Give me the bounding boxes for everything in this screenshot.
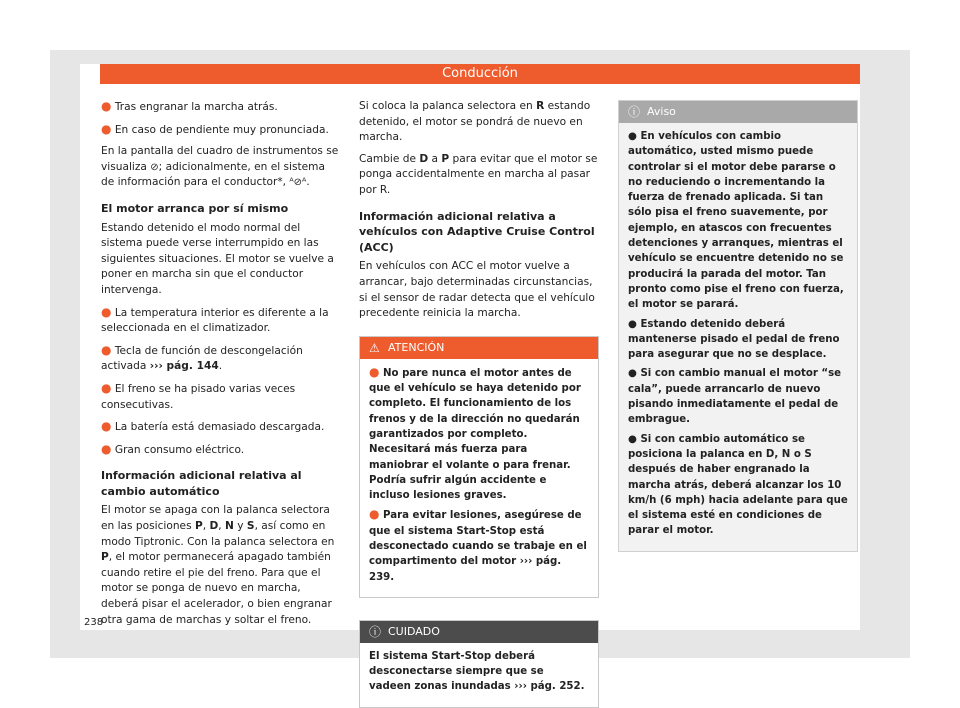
paragraph: El sistema Start-Stop deberá desconectarse siempre que se vadeen zonas inundadas ››› pág. 252.: [369, 650, 585, 693]
section-header: Conducción: [100, 64, 860, 84]
list-item: ● No pare nunca el motor antes de que el vehículo se haya detenido por completo. El funcionamiento de los frenos y de la dirección no quedarán garantizados por completo. Necesitará más fuerza para maniobrar el volante o para frenar. Podría sufrir algún accidente e incluso lesiones graves.: [369, 364, 581, 502]
list-item: ● La batería está demasiado descargada.: [101, 419, 325, 434]
page-reference-link[interactable]: ››› pág. 144: [149, 360, 219, 373]
column-right: [618, 100, 858, 552]
section-heading: Información adicional relativa al cambio automático: [101, 469, 302, 498]
attention-box: [359, 336, 599, 598]
bullet-icon: ●: [101, 121, 112, 136]
paragraph: En vehículos con ACC el motor vuelve a arrancar, bajo determinadas circunstancias, si el sensor de radar detecta que el vehículo precedente reinicia la marcha.: [359, 260, 595, 320]
start-stop-off-icon: ⊘: [150, 161, 159, 173]
notice-body: [619, 123, 857, 551]
column-middle: [359, 99, 599, 708]
caution-header: ⓘ CUIDADO: [360, 621, 598, 643]
bullet-icon: ●: [101, 304, 112, 319]
paragraph: En la pantalla del cuadro de instrumentos se visualiza ⊘; adicionalmente, en el sistema de información para el conductor*, ᴬ⊘ᴬ.: [101, 145, 339, 189]
attention-header: ⚠ ATENCIÓN: [360, 337, 598, 359]
paragraph: El motor se apaga con la palanca selectora en las posiciones P, D, N y S, así como en modo Tiptronic. Con la palanca selectora en P, el motor permanecerá apagado también cuando retire el pie del freno. Para que el motor se ponga de nuevo en marcha, deberá pisar el acelerador, o bien engranar otra gama de marchas y soltar el freno.: [101, 504, 335, 626]
list-item: ● Tecla de función de descongelación activada ››› pág. 144.: [101, 342, 303, 373]
list-item: ● Para evitar lesiones, asegúrese de que el sistema Start-Stop está desconectado cuando se trabaje en el compartimento del motor ››› pág. 239.: [369, 507, 587, 583]
list-item: ● Estando detenido deberá mantenerse pisado el pedal de freno para asegurar que no se desplace.: [628, 318, 840, 361]
paragraph: Si coloca la palanca selectora en R estando detenido, el motor se pondrá de nuevo en marcha.: [359, 100, 591, 144]
page-reference-link[interactable]: ››› pág. 239: [369, 556, 562, 583]
list-item: ● El freno se ha pisado varias veces consecutivas.: [101, 380, 296, 411]
bullet-icon: ●: [369, 507, 380, 522]
list-item: ● La temperatura interior es diferente a la seleccionada en el climatizador.: [101, 304, 329, 335]
bullet-icon: ●: [101, 380, 112, 395]
paragraph: Estando detenido el modo normal del sistema puede verse interrumpido en las siguientes situaciones. El motor se vuelve a poner en marcha sin que el conductor intervenga.: [101, 221, 334, 296]
list-item: ● Si con cambio automático se posiciona la palanca en D, N o S después de haber engranado la marcha atrás, deberá alcanzar los 10 km/h (6 mph) hacia adelante para que el sistema esté en condiciones de parar el motor.: [628, 433, 848, 537]
start-stop-indicator-icon: ᴬ⊘ᴬ: [289, 177, 307, 189]
column-left: [101, 99, 339, 634]
notice-header: ⓘ Aviso: [619, 101, 857, 123]
info-icon: ⓘ: [628, 105, 641, 119]
attention-body: [360, 359, 598, 597]
page-reference-link[interactable]: ››› pág. 252: [514, 681, 581, 693]
section-heading: El motor arranca por sí mismo: [101, 201, 289, 215]
notice-box: [618, 100, 858, 552]
section-heading: Información adicional relativa a vehículos con Adaptive Cruise Control (ACC): [359, 209, 595, 254]
list-item: ● En caso de pendiente muy pronunciada.: [101, 121, 329, 136]
caution-circle-icon: ⓘ: [369, 624, 382, 639]
bullet-icon: ●: [101, 419, 112, 434]
bullet-icon: ●: [101, 99, 112, 113]
page-number: 238: [84, 617, 104, 628]
bullet-icon: ●: [101, 342, 112, 357]
list-item: ● Gran consumo eléctrico.: [101, 441, 245, 456]
bullet-icon: ●: [101, 441, 112, 456]
list-item: ● Si con cambio manual el motor “se cala”, puede arrancarlo de nuevo pisando inmediatamente el pedal de embrague.: [628, 368, 842, 426]
caution-box: [359, 620, 599, 708]
paragraph: Cambie de D a P para evitar que el motor se ponga accidentalmente en marcha al pasar por R.: [359, 152, 598, 196]
list-item: ● Tras engranar la marcha atrás.: [101, 99, 278, 113]
list-item: ● En vehículos con cambio automático, usted mismo puede controlar si el motor debe pararse o no reduciendo o incrementando la fuerza de frenado aplicada. Si tan sólo pisa el freno suavemente, por ejemplo, en atascos con frecuentes detenciones y arranques, mientras el vehículo se encuentre detenido no se producirá la parada del motor. Tan pronto como pise el freno con fuerza, el motor se parará.: [628, 131, 844, 311]
caution-body: [360, 643, 598, 707]
bullet-icon: ●: [369, 364, 380, 379]
warning-triangle-icon: ⚠: [369, 340, 380, 355]
